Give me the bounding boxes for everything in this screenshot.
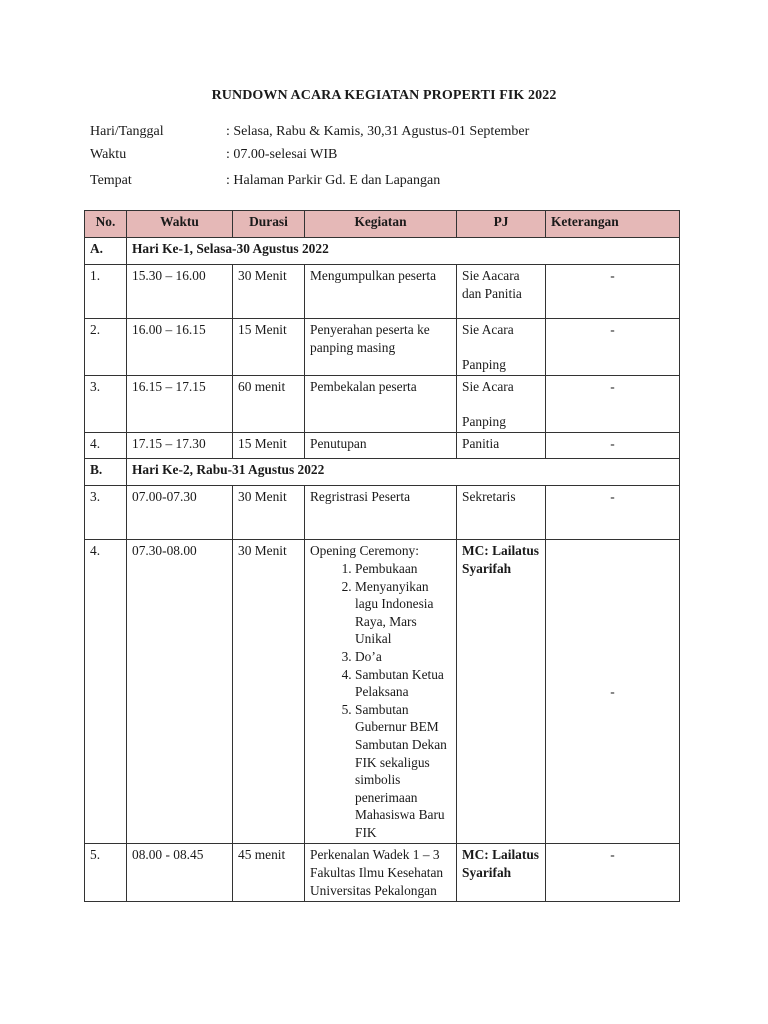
cell-kegiatan: Regristrasi Peserta — [305, 486, 457, 540]
document-title: RUNDOWN ACARA KEGIATAN PROPERTI FIK 2022 — [211, 88, 557, 103]
cell-no: 3. — [85, 486, 127, 540]
table-row — [85, 376, 680, 433]
cell-pj: Panitia — [457, 433, 546, 459]
cell-keterangan: - — [546, 486, 680, 540]
cell-keterangan: - — [546, 265, 680, 319]
rundown-table — [84, 210, 680, 902]
cell-waktu: 16.00 – 16.15 — [127, 319, 233, 376]
cell-no: 4. — [85, 433, 127, 459]
section-row — [85, 238, 680, 265]
cell-pj: Sekretaris — [457, 486, 546, 540]
list-item: 5. Sambutan Gubernur BEM Sambutan Dekan FIK sekaligus simbolis penerimaan Mahasiswa Baru FIK — [355, 701, 451, 842]
cell-no: 2. — [85, 319, 127, 376]
cell-no: 4. — [85, 540, 127, 844]
section-no: A. — [85, 238, 127, 265]
pj-line: Sie Acara — [462, 322, 514, 337]
cell-no: 1. — [85, 265, 127, 319]
cell-durasi: 45 menit — [233, 844, 305, 902]
cell-durasi: 30 Menit — [233, 486, 305, 540]
table-row — [85, 319, 680, 376]
table-row — [85, 433, 680, 459]
cell-no: 3. — [85, 376, 127, 433]
pj-line: Panping — [462, 413, 506, 429]
cell-kegiatan: Perkenalan Wadek 1 – 3 Fakultas Ilmu Kesehatan Universitas Pekalongan — [305, 844, 457, 902]
cell-durasi: 60 menit — [233, 376, 305, 433]
info-value: : Halaman Parkir Gd. E dan Lapangan — [226, 173, 441, 188]
spacer — [462, 396, 540, 413]
cell-durasi: 30 Menit — [233, 265, 305, 319]
spacer — [462, 339, 540, 356]
cell-kegiatan: Mengumpulkan peserta — [305, 265, 457, 319]
pj-line: Sie Aacara — [462, 268, 520, 283]
cell-waktu: 08.00 - 08.45 — [127, 844, 233, 902]
info-value: : 07.00-selesai WIB — [226, 147, 338, 162]
cell-pj: MC: Lailatus Syarifah — [457, 540, 546, 844]
section-title: Hari Ke-1, Selasa-30 Agustus 2022 — [127, 238, 680, 265]
list-item: 3. Do’a — [355, 648, 451, 666]
cell-waktu: 07.30-08.00 — [127, 540, 233, 844]
section-row — [85, 459, 680, 486]
cell-no: 5. — [85, 844, 127, 902]
pj-line: Panping — [462, 356, 506, 372]
cell-waktu: 07.00-07.30 — [127, 486, 233, 540]
cell-kegiatan: Pembekalan peserta — [305, 376, 457, 433]
cell-kegiatan — [305, 540, 457, 844]
cell-pj: MC: Lailatus Syarifah — [457, 844, 546, 902]
cell-keterangan: - — [546, 433, 680, 459]
info-label: Waktu — [90, 147, 127, 162]
info-label: Tempat — [90, 173, 132, 188]
header-no: No. — [85, 211, 127, 238]
header-durasi: Durasi — [233, 211, 305, 238]
cell-durasi: 15 Menit — [233, 433, 305, 459]
cell-pj — [457, 265, 546, 319]
header-kegiatan: Kegiatan — [305, 211, 457, 238]
table-header-row — [85, 211, 680, 238]
cell-kegiatan: Penutupan — [305, 433, 457, 459]
activity-heading: Opening Ceremony: — [310, 543, 419, 559]
cell-pj — [457, 376, 546, 433]
info-label: Hari/Tanggal — [90, 124, 164, 139]
table-row — [85, 486, 680, 540]
list-item: 2. Menyanyikan lagu Indonesia Raya, Mars Unikal — [355, 578, 451, 648]
cell-waktu: 17.15 – 17.30 — [127, 433, 233, 459]
section-no: B. — [85, 459, 127, 486]
cell-waktu: 16.15 – 17.15 — [127, 376, 233, 433]
cell-keterangan: - — [546, 319, 680, 376]
cell-durasi: 30 Menit — [233, 540, 305, 844]
cell-waktu: 15.30 – 16.00 — [127, 265, 233, 319]
cell-durasi: 15 Menit — [233, 319, 305, 376]
cell-keterangan: - — [546, 844, 680, 902]
cell-kegiatan: Penyerahan peserta ke panping masing — [305, 319, 457, 376]
list-item: 1. Pembukaan — [355, 560, 451, 578]
table-row — [85, 540, 680, 844]
header-keterangan: Keterangan — [546, 211, 680, 238]
info-value: : Selasa, Rabu & Kamis, 30,31 Agustus-01 September — [226, 124, 530, 139]
cell-keterangan: - — [546, 540, 680, 844]
list-item: 4. Sambutan Ketua Pelaksana — [355, 666, 451, 701]
header-waktu: Waktu — [127, 211, 233, 238]
cell-keterangan: - — [546, 376, 680, 433]
pj-line: dan Panitia — [462, 285, 522, 301]
table-row — [85, 265, 680, 319]
header-pj: PJ — [457, 211, 546, 238]
section-title: Hari Ke-2, Rabu-31 Agustus 2022 — [127, 459, 680, 486]
pj-line: Sie Acara — [462, 379, 514, 395]
table-row — [85, 844, 680, 902]
cell-pj — [457, 319, 546, 376]
activity-list — [310, 560, 451, 842]
